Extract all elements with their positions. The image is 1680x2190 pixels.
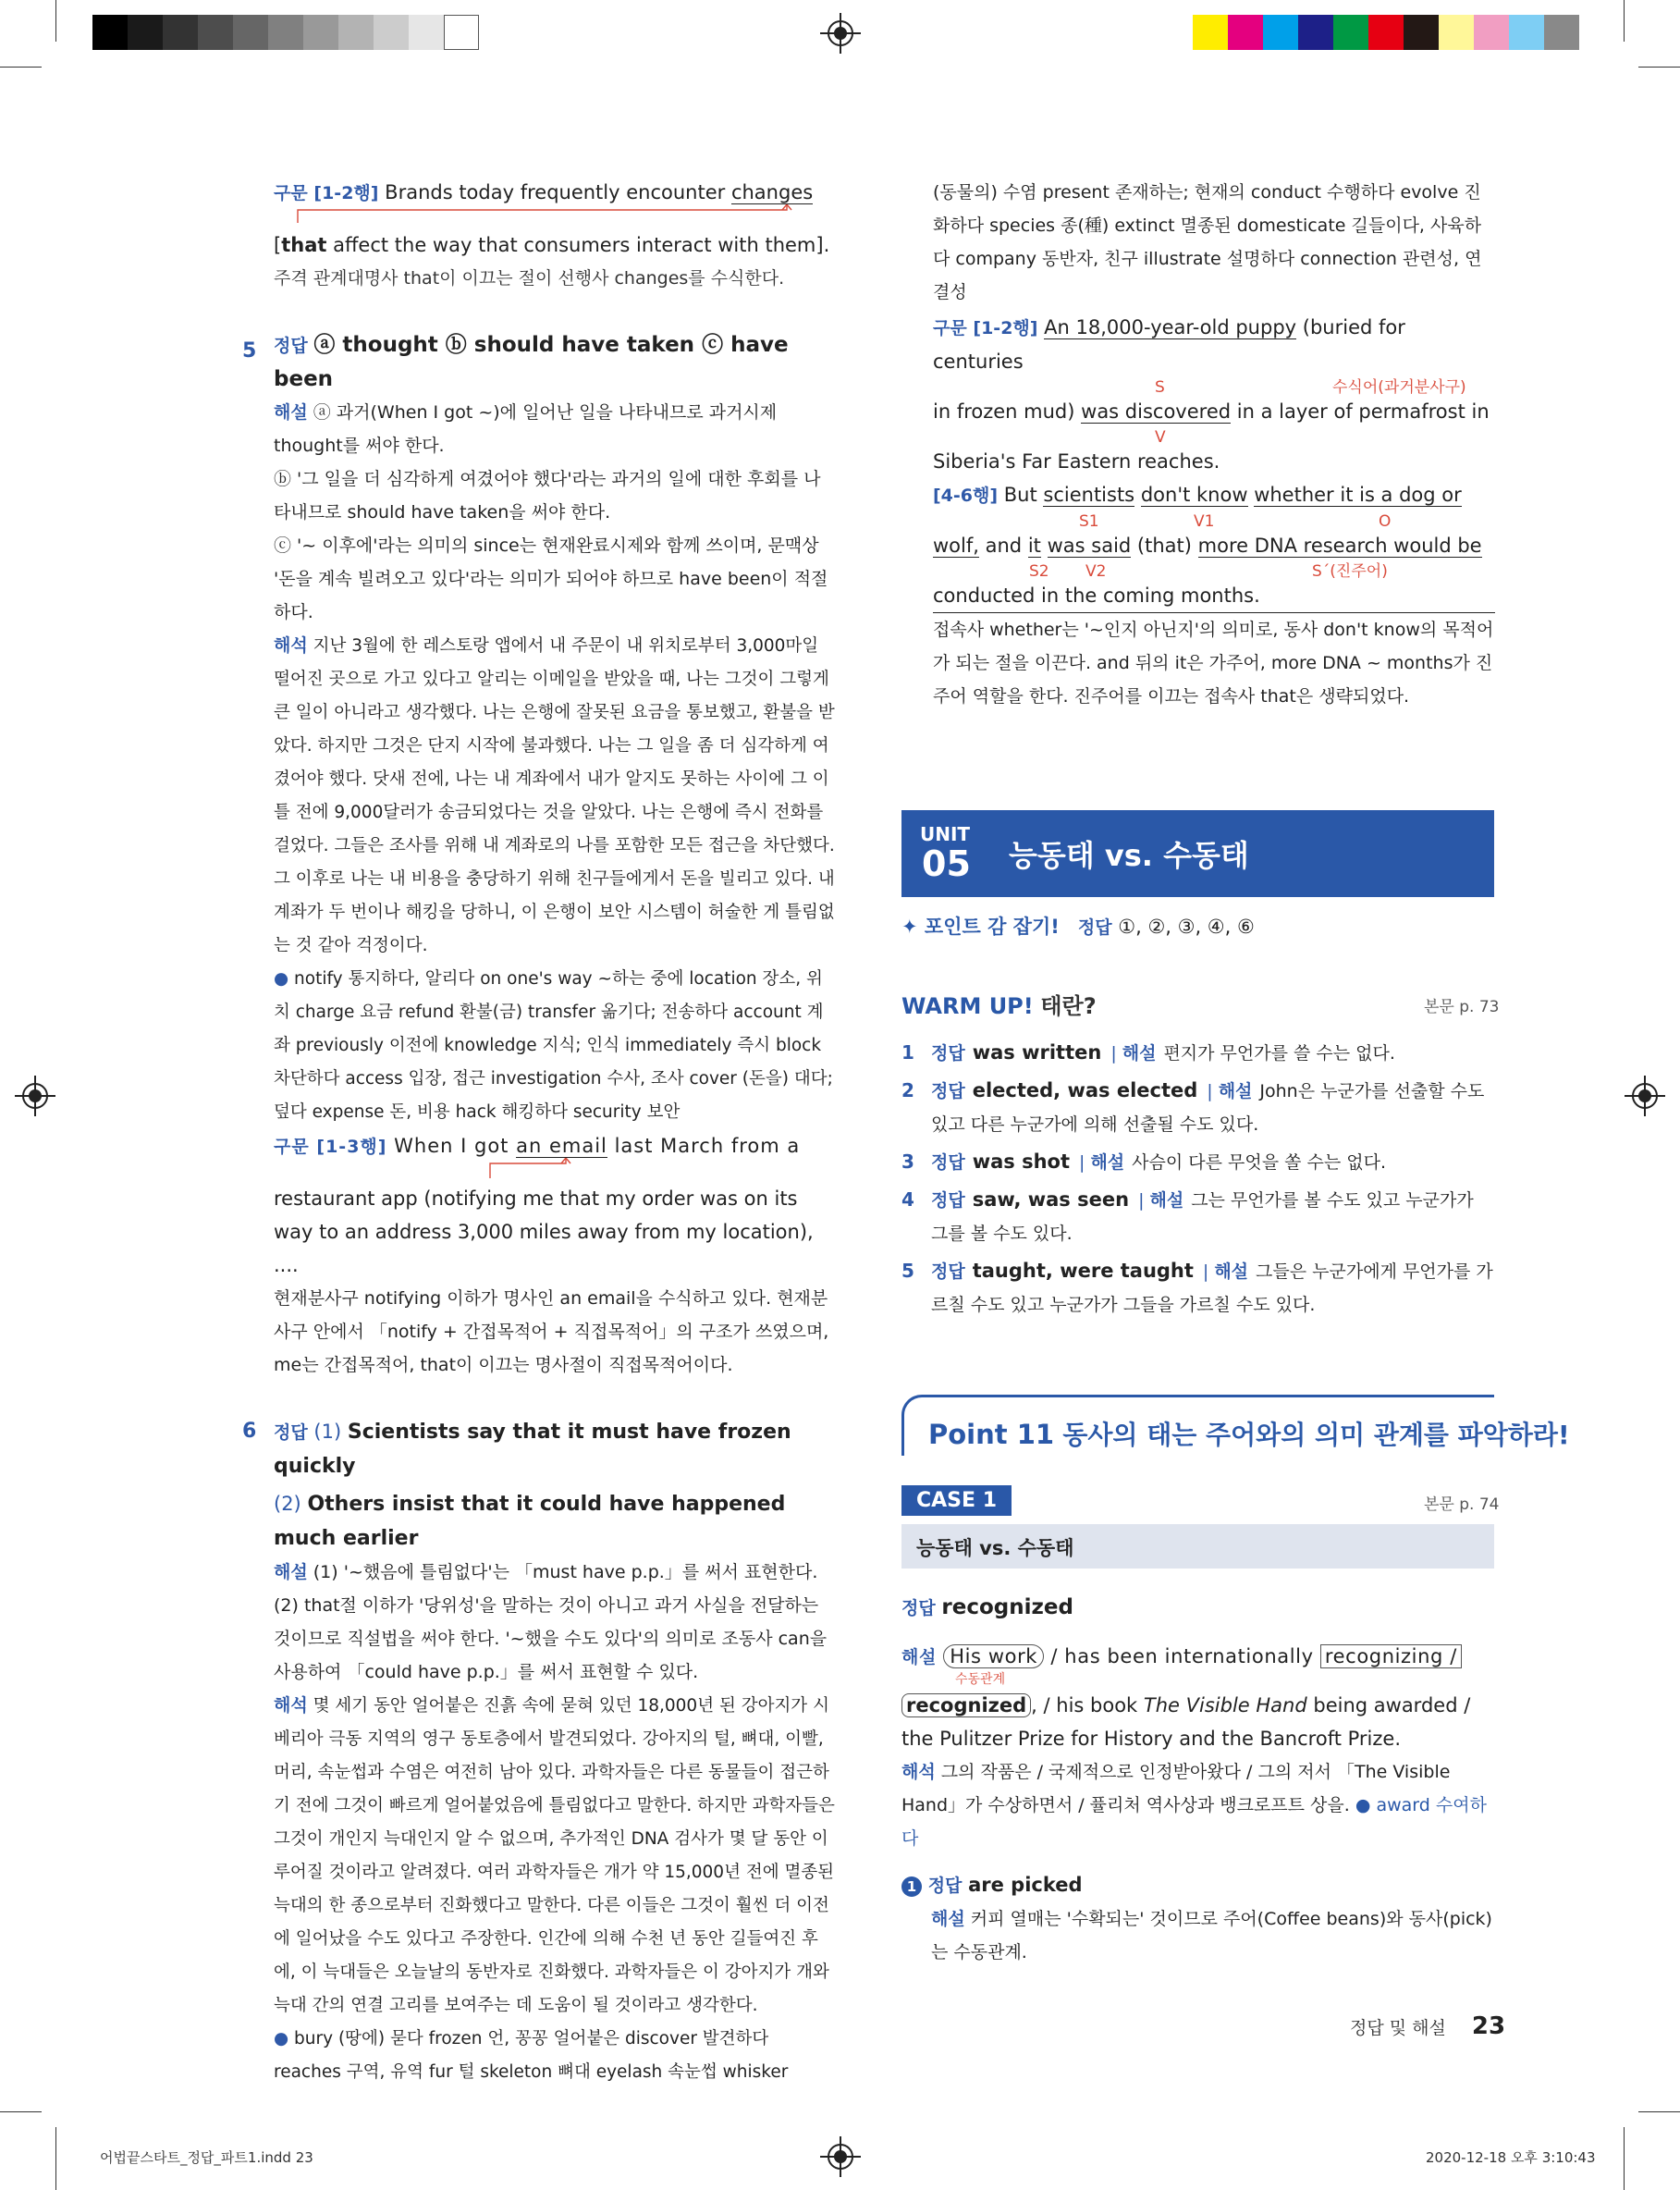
warmup-ans: taught, were taught <box>972 1260 1194 1282</box>
warmup-exp: 사슴이 다른 무엇을 쏠 수는 없다. <box>1132 1152 1386 1173</box>
color-swatch <box>1368 15 1404 50</box>
warmup-ans: saw, was seen <box>972 1188 1130 1211</box>
warmup-label: 정답 <box>931 1081 965 1101</box>
gumun-4: [4-6행] But scientists don't know whether it is a dog or <box>933 484 1462 506</box>
warmup-heading: WARM UP! 태란? <box>901 993 1097 1019</box>
point-11-heading: Point 11 동사의 태는 주어와의 의미 관계를 파악하라! <box>928 1419 1570 1450</box>
warmup-item <box>901 1145 1495 1179</box>
gray-swatch <box>444 15 479 50</box>
q5-vocab: ● notify 통지하다, 알리다 on one's way ~하는 중에 location 장소, 위치 charge 요금 refund 환불(금) transfer 옮기다; 전송하다 account 계좌 previously 이전에 knowledge 지식; 인식 immediately 즉시 block 차단하다 access 입장, 접근 investigation 수사, 조사 cover (돈을) 대다; 덮다 expense 돈, 비용 hack 해킹하다 security 보안 <box>274 969 833 1122</box>
left-column: 구문 [1-2행] Brands today frequently encounter changes [that affect the way that consumers interact with them]. 주격 관계대명사 that이 이끄는 절이 선행사 changes를 수식한다. 5 정답 ⓐ thought ⓑ should have taken ⓒ have been 해설 ⓐ 과거(When I got ~)에 일어난 일을 나타내므로 과거시제 thought를 써야 한다. ⓑ '그 일을 더 심각하게 여겼어야 했다'라는 과거의 일에 대한 후회를 나타내므로 should have taken을 써야 한다. ⓒ '~ 이후에'라는 의미의 since는 현재완료시제와 함께 쓰이며, 문맥상 '돈을 계속 빌려오고 있다'라는 의미가 되어야 하므로 have been이 적절하다. 해석 지난 3월에 한 레스토랑 앱에서 내 주문이 내 위치로부터 3,000마일 떨어진 곳으로 가고 있다고 알리는 이메일을 받았을 때, 나는 그것이 그렇게 큰 일이 아니라고 생각했다. 나는 은행에 잘못된 요금을 통보했고, 환불을 받았다. 하지만 그것은 단지 시작에 불과했다. 나는 그 일을 좀 더 심각하게 여겼어야 했다. 닷새 전에, 나는 내 계좌에서 내가 알지도 못하는 사이에 그 이틀 전에 9,000달러가 송금되었다는 것을 알았다. 나는 은행에 즉시 전화를 걸었다. 그들은 조사를 위해 내 계좌로의 나를 포함한 모든 접근을 차단했다. 그 이후로 나는 내 비용을 충당하기 위해 친구들에게서 돈을 빌리고 있다. 내 계좌가 두 번이나 해킹을 당하니, 이 은행이 보안 시스템이 허술한 게 틀림없는 것 같아 걱정이다. ● notify 통지하다, 알리다 on one's way ~하는 중에 location 장소, 위치 charge 요금 refund 환불(금) transfer 옮기다; 전송하다 account 계좌 previously 이전에 knowledge 지식; 인식 immediately 즉시 block 차단하다 access 입장, 접근 investigation 수사, 조사 cover (돈을) 대다; 덮다 expense 돈, 비용 hack 해킹하다 security 보안 구문 [1-3행] When I got an email last March from a restaurant app (notifying me that my order was on its way to an address 3,000 miles away from my location), .... 현재분사구 notifying 이하가 명사인 an email을 수식하고 있다. 현재분사구 안에서 「notify + 간접목적어 + 직접목적어」의 구조가 쓰였으며, me는 간접목적어, that이 이끄는 명사절이 직접목적어이다. 6 정답 (1) Scientists say that it must have frozen quickly (2) Others insist that it could have happened much earlier 해설 (1) '~했음에 틀림없다'는 「must have p.p.」를 써서 표현한다. (2) that절 이하가 '당위성'을 말하는 것이 아니고 과거 사실을 전달하는 것이므로 직설법을 써야 한다. '~했을 수도 있다'의 의미로 조동사 can을 사용하여 「could have p.p.」를 써서 표현할 수 있다. 해석 몇 세기 동안 얼어붙은 진흙 속에 묻혀 있던 18,000년 된 강아지가 시베리아 극동 지역의 영구 동토층에서 발견되었다. 강아지의 털, 뼈대, 이빨, 머리, 속눈썹과 수염은 여전히 남아 있다. 과학자들은 다른 동물들이 접근하기 전에 그것이 빠르게 얼어붙었음에 틀림없다고 말한다. 하지만 과학자들은 그것이 개인지 늑대인지 알 수 없으며, 추가적인 DNA 검사가 몇 달 동안 이루어질 것이라고 알려졌다. 여러 과학자들은 개가 약 15,000년 전에 멸종된 늑대의 한 종으로부터 진화했다고 말한다. 다른 이들은 그것이 훨씬 더 이전에 일어났을 수도 있다고 주장한다. 인간에 의해 수천 년 동안 길들여진 후에, 이 늑대들은 오늘날의 동반자로 진화했다. 과학자들은 이 강아지가 개와 늑대 간의 연결 고리를 보여주는 데 도움이 될 것이라고 생각한다. ● bury (땅에) 묻다 frozen 언, 꽁꽁 얼어붙은 discover 발견하다 reaches 구역, 유역 fur 털 skeleton 뼈대 eyelash 속눈썹 whisker <box>274 176 836 2089</box>
warmup-sep: | <box>1079 1152 1085 1173</box>
warmup-page-ref: 본문 p. 73 <box>1424 998 1500 1016</box>
page-footer: 정답 및 해설 23 <box>1350 2012 1506 2040</box>
color-swatch <box>1404 15 1439 50</box>
color-swatch <box>1474 15 1509 50</box>
gray-swatch <box>128 15 163 50</box>
point-check: ✦ 포인트 감 잡기! 정답 ①, ②, ③, ④, ⑥ <box>901 916 1255 938</box>
q5-answer: 정답 ⓐ thought ⓑ should have taken ⓒ have been <box>274 333 789 391</box>
warmup-num: 1 <box>901 1041 914 1064</box>
warmup-exp: John은 누군가를 선출할 수도 있고 다른 누군가에 의해 선출될 수도 있다. <box>931 1081 1485 1135</box>
q1-answer: 1 정답 are picked <box>901 1868 1495 1902</box>
color-swatch <box>1228 15 1263 50</box>
case-title-bar: 능동태 vs. 수동태 <box>901 1524 1494 1569</box>
color-swatch <box>1544 15 1579 50</box>
warmup-item <box>901 1254 1495 1322</box>
crop-mark <box>55 0 56 42</box>
case-content: 정답 recognized 해설 His work / has been internationally recognizing / 수동관계 recognized , / his book The Visible Hand being awarded / the Pulitzer Prize for History and the Bancroft Prize. 해석 그의 작품은 / 국제적으로 인정받아왔다 / 그의 저서 「The Visible Hand」가 수상하면서 / 퓰리처 역사상과 뱅크로프트 상을. ● award 수여하다 1 정답 are picked 해설 커피 열매는 '수확되는' 것이므로 주어(Coffee beans)와 동사(pick)는 수동관계. <box>901 1591 1495 1969</box>
gray-swatch <box>374 15 409 50</box>
warmup-ans: was shot <box>972 1150 1071 1173</box>
color-swatch <box>1509 15 1544 50</box>
q6-translation: 해석 몇 세기 동안 얼어붙은 진흙 속에 묻혀 있던 18,000년 된 강아지가 시베리아 극동 지역의 영구 동토층에서 발견되었다. 강아지의 털, 뼈대, 이빨, 머리, 속눈썹과 수염은 여전히 남아 있다. 과학자들은 다른 동물들이 접근하기 전에 그것이 빠르게 얼어붙었음에 틀림없다고 말한다. 하지만 과학자들은 그것이 개인지 늑대인지 알 수 없으며, 추가적인 DNA 검사가 몇 달 동안 이루어질 것이라고 알려졌다. 여러 과학자들은 개가 약 15,000년 전에 멸종된 늑대의 한 종으로부터 진화했다고 말한다. 다른 이들은 그것이 훨씬 더 이전에 일어났을 수도 있다고 주장한다. 인간에 의해 수천 년 동안 길들여진 후에, 이 늑대들은 오늘날의 동반자로 진화했다. 과학자들은 이 강아지가 개와 늑대 간의 연결 고리를 보여주는 데 도움이 될 것이라고 생각한다. <box>274 1695 835 2015</box>
slug-right: 2020-12-18 오후 3:10:43 <box>1426 2149 1596 2166</box>
q6-vocab: ● bury (땅에) 묻다 frozen 언, 꽁꽁 얼어붙은 discover 발견하다 reaches 구역, 유역 fur 털 skeleton 뼈대 eyelash 속눈썹 whisker <box>274 2029 789 2082</box>
gray-swatch <box>338 15 374 50</box>
warmup-num: 5 <box>901 1260 914 1282</box>
q6-answer: 6 정답 (1) Scientists say that it must have frozen quickly <box>242 1420 791 1478</box>
color-swatch <box>1298 15 1333 50</box>
crop-mark <box>1624 0 1625 42</box>
q5-explanation: 해설 ⓐ 과거(When I got ~)에 일어난 일을 나타내므로 과거시제 thought를 써야 한다. <box>274 402 778 456</box>
warmup-exp-label: 해설 <box>1218 1081 1253 1101</box>
modifier-arrow <box>274 210 836 228</box>
warmup-exp-label: 해설 <box>1090 1152 1125 1173</box>
warmup-exp: 편지가 무언가를 쓸 수는 없다. <box>1163 1043 1395 1064</box>
warmup-label: 정답 <box>931 1152 965 1173</box>
color-swatch <box>1439 15 1474 50</box>
crop-mark <box>0 2111 42 2112</box>
warmup-exp: 그는 무언가를 볼 수도 있고 누군가가 그를 볼 수도 있다. <box>931 1190 1474 1244</box>
modifier-arrow <box>274 1163 836 1182</box>
warmup-sep: | <box>1207 1081 1213 1101</box>
gray-swatch <box>268 15 303 50</box>
crop-mark <box>1624 2127 1625 2190</box>
warmup-num: 3 <box>901 1150 914 1173</box>
warmup-item <box>901 1036 1495 1070</box>
warmup-num: 2 <box>901 1079 914 1101</box>
gumun-3: 구문 [1-2행] An 18,000-year-old puppy (buried for centuries <box>933 316 1405 373</box>
warmup-label: 정답 <box>931 1190 965 1211</box>
color-bar <box>1193 15 1579 50</box>
case-tag: CASE 1 <box>901 1485 1012 1516</box>
q5-translation: 해석 지난 3월에 한 레스토랑 앱에서 내 주문이 내 위치로부터 3,000마일 떨어진 곳으로 가고 있다고 알리는 이메일을 받았을 때, 나는 그것이 그렇게 큰 일이 아니라고 생각했다. 나는 은행에 잘못된 요금을 통보했고, 환불을 받았다. 하지만 그것은 단지 시작에 불과했다. 나는 그 일을 좀 더 심각하게 여겼어야 했다. 닷새 전에, 나는 내 계좌에서 내가 알지도 못하는 사이에 그 이틀 전에 9,000달러가 송금되었다는 것을 알았다. 나는 은행에 즉시 전화를 걸었다. 그들은 조사를 위해 내 계좌로의 나를 포함한 모든 접근을 차단했다. 그 이후로 나는 내 비용을 충당하기 위해 친구들에게서 돈을 빌리고 있다. 내 계좌가 두 번이나 해킹을 당하니, 이 은행이 보안 시스템이 허술한 게 틀림없는 것 같아 걱정이다. <box>274 635 835 955</box>
gray-swatch <box>198 15 233 50</box>
warmup-sep: | <box>1202 1261 1209 1282</box>
gray-swatch <box>163 15 198 50</box>
registration-mark-right <box>1632 1083 1658 1109</box>
gray-swatch <box>92 15 128 50</box>
gray-swatch <box>409 15 444 50</box>
warmup-exp-label: 해설 <box>1122 1043 1157 1064</box>
crop-mark <box>55 2127 56 2190</box>
warmup-exp-label: 해설 <box>1149 1190 1184 1211</box>
warmup-item <box>901 1074 1495 1141</box>
slug-left: 어법끝스타트_정답_파트1.indd 23 <box>100 2149 313 2166</box>
crop-mark <box>1638 2111 1680 2112</box>
grayscale-bar <box>92 15 479 50</box>
registration-mark-left <box>22 1083 48 1109</box>
warmup-ans: elected, was elected <box>972 1079 1198 1101</box>
warmup-label: 정답 <box>931 1261 965 1282</box>
registration-mark-bottom <box>828 2144 853 2170</box>
warmup-label: 정답 <box>931 1043 965 1064</box>
warmup-list <box>901 1036 1495 1325</box>
warmup-exp: 그들은 누군가에게 무언가를 가르칠 수도 있고 누군가가 그들을 가르칠 수도 있다. <box>931 1261 1493 1315</box>
q6-explanation: 해설 (1) '~했음에 틀림없다'는 「must have p.p.」를 써서 표현한다. <box>274 1562 818 1582</box>
case-page-ref: 본문 p. 74 <box>1424 1495 1500 1514</box>
warmup-exp-label: 해설 <box>1214 1261 1249 1282</box>
gumun-1: 구문 [1-2행] Brands today frequently encounter changes <box>274 181 814 203</box>
registration-mark-top <box>828 20 853 46</box>
warmup-item <box>901 1183 1495 1250</box>
crop-mark <box>1638 67 1680 68</box>
warmup-sep: | <box>1110 1043 1117 1064</box>
warmup-ans: was written <box>972 1041 1102 1064</box>
warmup-num: 4 <box>901 1188 914 1211</box>
unit-banner: UNIT 05 능동태 vs. 수동태 <box>901 810 1494 897</box>
gray-swatch <box>303 15 338 50</box>
color-swatch <box>1263 15 1298 50</box>
color-swatch <box>1333 15 1368 50</box>
gumun-2: 구문 [1-3행] When I got an email last March from a <box>274 1135 801 1157</box>
right-column-top: (동물의) 수염 present 존재하는; 현재의 conduct 수행하다 evolve 진화하다 species 종(種) extinct 멸종된 domesticate 길들이다, 사육하다 company 동반자, 친구 illustrate 설명하다 connection 관련성, 연결성 구문 [1-2행] An 18,000-year-old puppy (buried for centuries S 수식어(과거분사구) in frozen mud) was discovered in a layer of permafrost in V Siberia's Far Eastern reaches. [4-6행] But scientists don't know whether it is a dog or S1 V1 O wolf, and it was said (that) more DNA research would be S2 V2 S´(진주어) conducted in the coming months. 접속사 whether는 '~인지 아닌지'의 의미로, 동사 don't know의 목적어가 되는 절을 이끈다. and 뒤의 it은 가주어, more DNA ~ months가 진주어 역할을 한다. 진주어를 이끄는 접속사 that은 생략되었다. <box>933 182 1494 707</box>
color-swatch <box>1193 15 1228 50</box>
warmup-sep: | <box>1138 1190 1145 1211</box>
gray-swatch <box>233 15 268 50</box>
crop-mark <box>0 67 42 68</box>
